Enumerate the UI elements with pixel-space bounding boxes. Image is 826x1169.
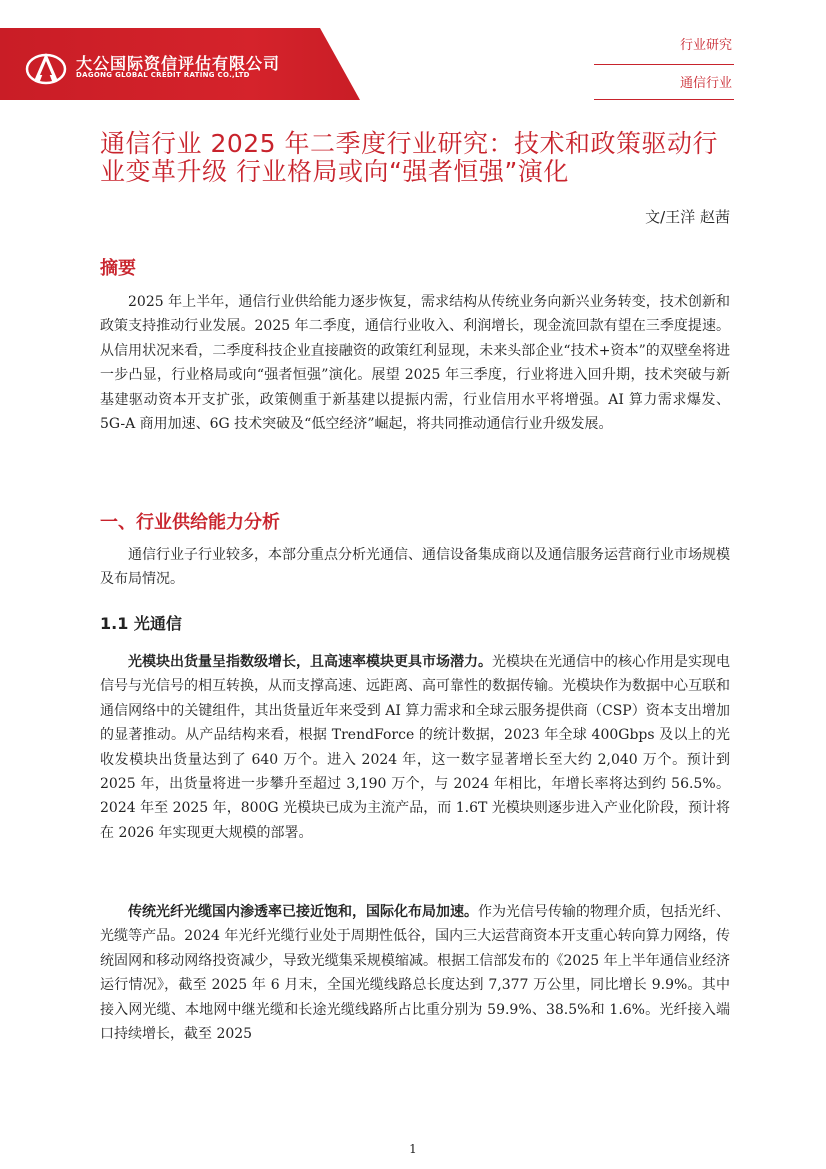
paragraph-body: 作为光信号传输的物理介质，包括光纤、光缆等产品。2024 年光纤光缆行业处于周期性低谷，国内三大运营商资本开支重心转向算力网络，传统固网和移动网络投资减少，导致光缆集采规模缩减。根据工信部发布的《2025 年上半年通信业经济运行情况》，截至 2025 年 6 月末，全国光缆线路总长度达到 7,377 万公里，同比增长 9.9%。其中接入网光缆、本地网中继光缆和长途光缆线路所占比重分别为 59.9%、38.5%和 1.6%。光纤接入端口持续增长，截至 2025 [100, 904, 730, 1043]
tag-divider [594, 64, 734, 65]
body-paragraph [100, 650, 730, 845]
paragraph-body: 光模块在光通信中的核心作用是实现电信号与光信号的相互转换，从而支撑高速、远距离、高可靠性的数据传输。光模块作为数据中心互联和通信网络中的关键组件，其出货量近年来受到 AI 算力需求和全球云服务提供商（CSP）资本支出增加的显著推动。从产品结构来看，根据 TrendForce 的统计数据，2023 年全球 400Gbps 及以上的光收发模块出货量达到了 640 万个。进入 2024 年，这一数字显著增长至大约 2,040 万个。预计到 2025 年，出货量将进一步攀升至超过 3,190 万个，与 2024 年相比，年增长率将达到约 56.5%。2024 年至 2025 年，800G 光模块已成为主流产品，而 1.6T 光模块则逐步进入产业化阶段，预计将在 2026 年实现更大规模的部署。 [100, 654, 730, 841]
section-heading: 一、行业供给能力分析 [100, 512, 280, 533]
abstract-heading: 摘要 [100, 258, 136, 279]
tag-industry: 通信行业 [679, 76, 732, 91]
brand-name-cn: 大公国际资信评估有限公司 [76, 54, 281, 73]
abstract-paragraph: 2025 年上半年，通信行业供给能力逐步恢复，需求结构从传统业务向新兴业务转变，技术创新和政策支持推动行业发展。2025 年二季度，通信行业收入、利润增长，现金流回款有望在三季度提速。从信用状况来看，二季度科技企业直接融资的政策红利显现，未来头部企业“技术+资本”的双壁垒将进一步凸显，行业格局或向“强者恒强”演化。展望 2025 年三季度，行业将进入回升期，技术突破与新基建驱动资本开支扩张，政策侧重于新基建以提振内需，行业信用水平将增强。AI 算力需求爆发、5G-A 商用加速、6G 技术突破及“低空经济”崛起，将共同推动通信行业升级发展。 [100, 294, 730, 433]
report-title: 通信行业 2025 年二季度行业研究：技术和政策驱动行业变革升级 行业格局或向“强者恒强”演化 [100, 129, 719, 186]
page-number: 1 [409, 1142, 417, 1156]
dagong-logo-icon [24, 47, 68, 87]
body-paragraph [100, 900, 730, 1046]
section-intro-paragraph: 通信行业子行业较多，本部分重点分析光通信、通信设备集成商以及通信服务运营商行业市场规模及布局情况。 [100, 547, 730, 588]
author-line: 文/王洋 赵茜 [645, 208, 730, 226]
tag-divider [594, 99, 734, 100]
brand-name-en: DAGONG GLOBAL CREDIT RATING CO.,LTD [76, 71, 250, 79]
subsection-heading: 1.1 光通信 [100, 614, 182, 633]
paragraph-lead: 光模块出货量呈指数级增长，且高速率模块更具市场潜力。 [128, 654, 492, 670]
tag-category: 行业研究 [679, 38, 732, 53]
paragraph-lead: 传统光纤光缆国内渗透率已接近饱和，国际化布局加速。 [128, 904, 478, 920]
